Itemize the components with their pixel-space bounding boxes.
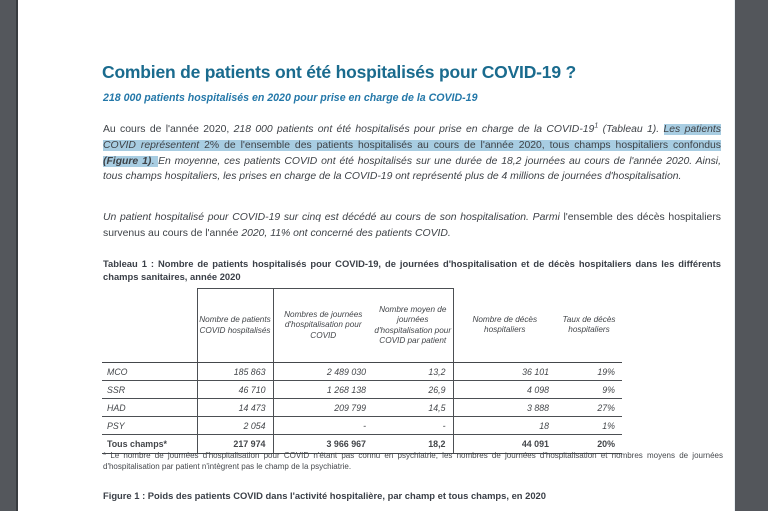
cell-total-label: Tous champs* — [102, 435, 197, 454]
cell-value: 1% — [556, 417, 622, 435]
cell-value: 2 489 030 — [273, 363, 373, 381]
viewer-gutter-right — [734, 0, 768, 511]
selected-text-figure-ref: (Figure 1) — [103, 155, 152, 167]
cell-value: 36 101 — [453, 363, 556, 381]
cell-champ: SSR — [102, 381, 197, 399]
table-row-ssr — [102, 381, 622, 399]
cell-value: 13,2 — [373, 363, 453, 381]
header-nb-deces: Nombre de décès hospitaliers — [453, 289, 556, 363]
selected-text: . — [151, 155, 159, 167]
selected-text: 2% de l'ensemble des patients hospitalisés au cours de l'année 2020, tous champs hospitaliers confondus — [204, 139, 722, 151]
paragraph-2 — [103, 210, 721, 241]
paragraph-1-run: Au cours de l'année 2020, — [103, 124, 234, 136]
cell-value: 46 710 — [197, 381, 273, 399]
document-page[interactable] — [18, 0, 734, 511]
cell-value: 4 098 — [453, 381, 556, 399]
paragraph-1-run: (Tableau 1). — [598, 124, 664, 136]
cell-champ: MCO — [102, 363, 197, 381]
cell-value: - — [273, 417, 373, 435]
selected-text: Les patients COVID représentent — [103, 124, 721, 151]
paragraph-2-run: 2020, 11% ont concerné des patients COVID. — [241, 227, 451, 239]
paragraph-1-run: En moyenne, ces patients COVID ont été hospitalisés sur une durée de 18,2 journées au cours de l'année 2020. Ainsi, tous champs hospitaliers, les prises en charge de la COVID-19 ont représenté plus de 4 millions de journées d'hospitalisation. — [103, 155, 721, 183]
paragraph-1-run: 218 000 patients ont été hospitalisés pour prise en charge de la COVID-19 — [233, 124, 595, 136]
cell-value: 27% — [556, 399, 622, 417]
cell-value: 1 268 138 — [273, 381, 373, 399]
table-row-had — [102, 399, 622, 417]
table-row-psy — [102, 417, 622, 435]
cell-value: 26,9 — [373, 381, 453, 399]
cell-value: 14,5 — [373, 399, 453, 417]
cell-total-value: 3 966 967 — [273, 435, 373, 454]
table-caption: Tableau 1 : Nombre de patients hospitalisés pour COVID-19, de journées d'hospitalisation et de décès hospitaliers dans les différents champs sanitaires, année 2020 — [103, 258, 721, 282]
cell-total-value: 217 974 — [197, 435, 273, 454]
table-covid-hospitalisations — [102, 288, 622, 454]
cell-value: - — [373, 417, 453, 435]
section-subtitle: 218 000 patients hospitalisés en 2020 pour prise en charge de la COVID-19 — [103, 92, 478, 104]
page-title: Combien de patients ont été hospitalisés pour COVID-19 ? — [102, 61, 577, 82]
cell-total-value: 20% — [556, 435, 622, 454]
cell-value: 185 863 — [197, 363, 273, 381]
header-nb-patients: Nombre de patients COVID hospitalisés — [197, 289, 273, 363]
header-champ — [102, 289, 197, 363]
cell-champ: HAD — [102, 399, 197, 417]
viewer-gutter-left — [0, 0, 18, 511]
footnote-ref-superscript: 1 — [594, 122, 599, 130]
cell-value: 209 799 — [273, 399, 373, 417]
header-taux-deces: Taux de décès hospitaliers — [556, 289, 622, 363]
paragraph-2-run: l'ensemble des décès hospitaliers survenus au cours de l'année — [103, 212, 721, 239]
cell-value: 3 888 — [453, 399, 556, 417]
cell-champ: PSY — [102, 417, 197, 435]
header-nb-moyen-journees: Nombre moyen de journées d'hospitalisation pour COVID par patient — [373, 289, 453, 363]
paragraph-1 — [103, 122, 721, 184]
header-nb-journees: Nombres de journées d'hospitalisation pour COVID — [273, 289, 373, 363]
table-row-mco — [102, 363, 622, 381]
cell-value: 18 — [453, 417, 556, 435]
cell-total-value: 18,2 — [373, 435, 453, 454]
paragraph-2-run: Un patient hospitalisé pour COVID-19 sur cinq est décédé au cours de son hospitalisation. Parmi — [103, 212, 564, 224]
table-footnote: * Le nombre de journées d'hospitalisation pour COVID n'étant pas connu en psychiatrie, les nombres de journées d'hospitalisation et nombres moyens de journées d'hospitalisation par patient n'intègrent pas le champ de la psychiatrie. — [103, 451, 723, 471]
cell-value: 14 473 — [197, 399, 273, 417]
cell-value: 19% — [556, 363, 622, 381]
cell-total-value: 44 091 — [453, 435, 556, 454]
figure-caption: Figure 1 : Poids des patients COVID dans l'activité hospitalière, par champ et tous champs, en 2020 — [103, 490, 546, 501]
cell-value: 2 054 — [197, 417, 273, 435]
cell-value: 9% — [556, 381, 622, 399]
table-header-row — [102, 289, 622, 363]
